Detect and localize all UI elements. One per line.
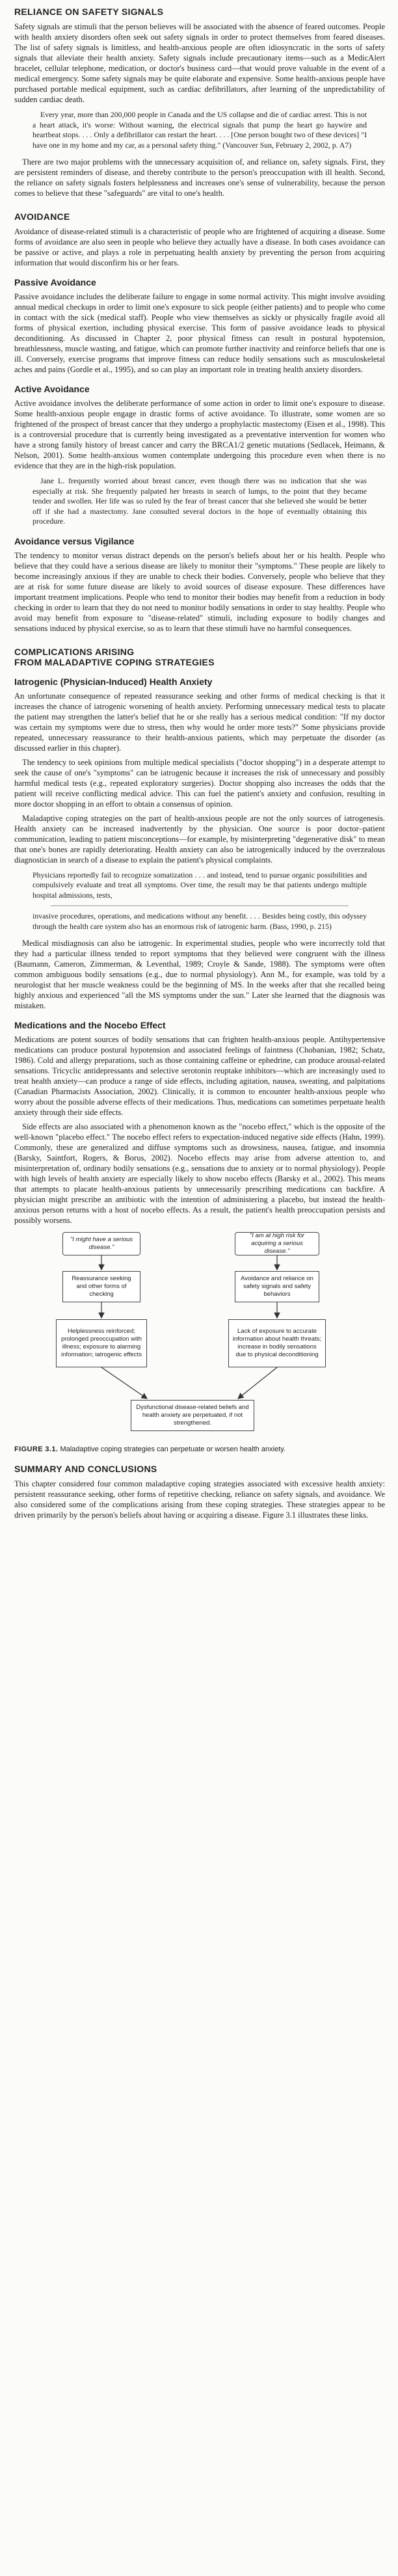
- paragraph: The tendency to monitor versus distract depends on the person's beliefs about her or his health. People who believe that they could have a serious disease are likely to monitor their "symptoms." These people are likely to become increasingly anxious if they are unable to check their bodies. Conversely, people who believe that they are at risk for some future disease are likely to avoid sources of disease exposure. These differences have important treatment implications. People who tend to monitor their bodies may benefit from a reduction in body checking in order to learn that they do not need to monitor bodily sensations in order to stay healthy. People who avoid may benefit from exposure to "disease-related" stimuli, including exposure to bodily changes and sensations induced by physical exercise, so as to learn that these stimuli have no harmful consequences.: [14, 550, 385, 633]
- figure-caption: [14, 1445, 385, 1453]
- subheading-iatrogenic: Iatrogenic (Physician-Induced) Health Anxiety: [14, 676, 213, 687]
- paragraph: Medications are potent sources of bodily sensations that can frighten health-anxious people. Antihypertensive medications can produce postural hypotension and associated feelings of faintness (Chobanian, 1982; Schatz, 1986). Cold and allergy preparations, such as those containing caffeine or ephedrine, can produce arousal-related sensations. Tricyclic antidepressants and selective serotonin reuptake inhibitors—which are increasingly used to treat health anxiety—can produce a range of side effects, including agitation, nausea, sweating, and palpitations (Canadian Pharmacists Association, 2002). Clinically, it is common to encounter health-anxious people who worry about the possible adverse effects of their medications. Thus, medications can sometimes perpetuate health anxiety through their side effects.: [14, 1035, 385, 1117]
- paragraph: Avoidance of disease-related stimuli is a characteristic of people who are frightened of acquiring a disease. Some forms of avoidance are also seen in people who believe they actually have a disease. In both cases avoidance can be passive or active, and plays a role in perpetuating health anxiety by preventing the person from acquiring information that would disconfirm his or her fears.: [14, 227, 385, 267]
- figure-box-helplessness: Helplessness reinforced; prolonged preoccupation with illness; exposure to alarming information; iatrogenic effects: [56, 1319, 147, 1367]
- quote-paragraph: Jane L. frequently worried about breast cancer, even though there was no indication that she was especially at risk. She frequently palpated her breasts in search of lumps, to the point that they became tender and swollen. Her life was so ruled by the fear of breast cancer that she believed she would be better off if she had a mastectomy. Jane consulted several doctors in the hope of eventually obtaining this procedure.: [33, 476, 367, 526]
- figure-box-quote-left: "I might have a serious disease.": [62, 1232, 140, 1255]
- section-heading-summary: SUMMARY AND CONCLUSIONS: [14, 1464, 157, 1474]
- subheading-passive-avoidance: Passive Avoidance: [14, 277, 96, 288]
- figure-caption-text: Maladaptive coping strategies can perpetuate or worsen health anxiety.: [60, 1445, 285, 1453]
- paragraph: Medical misdiagnosis can also be iatrogenic. In experimental studies, people who were incorrectly told that they had a particular illness tended to report symptoms that they believed were congruent with the illness (Baumann, Cameron, Zimmerman, & Leventhal, 1989; Croyle & Sande, 1988). The symptoms were often common ambiguous bodily sensations (e.g., due to normal physiology). Ann M., for example, was told by a neurologist that her muscle weakness could be the beginning of MS. In the weeks after that she recalled being highly anxious and experienced "all the MS symptoms under the sun." Later she learned that the diagnosis was mistaken.: [14, 939, 385, 1010]
- figure-box-quote-right: "I am at high risk for acquiring a serious disease.": [235, 1232, 319, 1255]
- paragraph: An unfortunate consequence of repeated reassurance seeking and other forms of medical checking is that it increases the chance of iatrogenic worsening of health anxiety. Performing unnecessary medical tests to placate the patient may strengthen the latter's belief that he or she really has a serious medical condition: "If my doctor was certain my symptoms were due to stress, then why would he order more tests?" Some physicians provide repeated, unnecessary reassurance to their health-anxious patients, which may perpetuate the disorder (as discussed earlier in this chapter).: [14, 691, 385, 753]
- paragraph: Side effects are also associated with a phenomenon known as the "nocebo effect," which is the opposite of the well-known "placebo effect." The nocebo effect refers to expectation-induced negative side effects (Hahn, 1999). Commonly, these are generalized and diffuse symptoms such as drowsiness, nausea, fatigue, and insomnia (Barsky, Saintfort, Rogers, & Borus, 2002). Nocebo effects may arise from adverse attention to, and misinterpretation of, ordinary bodily sensations (e.g., sensations due to anxiety or to normal physiology). People with high levels of health anxiety are especially likely to show nocebo effects (Barsky et al., 2002). This means that attempts to placate health-anxious patients by unnecessarily prescribing medications can backfire. A physician might prescribe an antibiotic with the intention of administering a placebo, but instead the health-anxious person returns with a host of nocebo effects. As a result, the patient's health preoccupation persists and possibly worsens.: [14, 1122, 385, 1225]
- paragraph: This chapter considered four common maladaptive coping strategies associated with excessive health anxiety: persistent reassurance seeking, other forms of repetitive checking, reliance on safety signals, and avoidance. We also considered some of the complications arising from these coping strategies. These strategies appear to be driven primarily by the person's beliefs about having or acquiring a disease. Figure 3.1 illustrates these links.: [14, 1479, 385, 1520]
- subheading-nocebo: Medications and the Nocebo Effect: [14, 1020, 166, 1030]
- block-quote: [33, 476, 367, 527]
- figure-box-lack-of-exposure: Lack of exposure to accurate information about health threats; increase in bodily sensations due to physical deconditioning: [228, 1319, 326, 1367]
- heading-line: COMPLICATIONS ARISING: [14, 646, 135, 657]
- section-heading-reliance: RELIANCE ON SAFETY SIGNALS: [14, 7, 164, 17]
- block-quote: [33, 870, 367, 932]
- figure-3-1: [23, 1232, 375, 1442]
- arrow: [101, 1367, 147, 1399]
- quote-paragraph: invasive procedures, operations, and medications without any benefit. . . . Besides being costly, this odyssey through the health care system also has an enormous risk of iatrogenic harm. (Bass, 1990, p. 215): [33, 911, 367, 931]
- section-heading-avoidance: AVOIDANCE: [14, 211, 70, 222]
- figure-box-reassurance: Reassurance seeking and other forms of checking: [62, 1271, 140, 1302]
- quote-paragraph: Every year, more than 200,000 people in Canada and the US collapse and die of cardiac arrest. This is not a heart attack, it's worse: Without warning, the electrical signals that pump the heart go haywire and heartbeat stops. . . . Only a defibrillator can restart the heart. . . . [One person bought two of these devices] "I have one in my home and my car, as a personal safety thing." (Vancouver Sun, February 2, 2002, p. A7): [33, 110, 367, 150]
- heading-line: FROM MALADAPTIVE COPING STRATEGIES: [14, 656, 215, 667]
- paragraph: Maladaptive coping strategies on the part of health-anxious people are not the only sources of iatrogenesis. Health anxiety can be increased inadvertently by the physician. One source is poor doctor–patient communication, leading to patient misconceptions—for example, by misinterpreting "degenerative disk" to mean that one's bones are rapidly deteriorating. Health anxiety can also be iatrogenically induced by the overzealous diagnostician in search of a disease to explain the patient's physical complaints.: [14, 813, 385, 865]
- paragraph: Active avoidance involves the deliberate performance of some action in order to limit one's exposure to disease. Some health-anxious people engage in drastic forms of active avoidance. To illustrate, some women are so frightened of the prospect of breast cancer that they undergo a prophylactic mastectomy (Eisen et al., 1998). This is a controversial procedure that is currently being investigated as a preventative intervention for women who have a strong family history of breast cancer and carry the BRCA1/2 genetic mutations (Sedlacek, Heimann, & Nelson, 2001). Some health-anxious women contemplate undergoing this procedure even when there is no evidence that they are in the high-risk population.: [14, 399, 385, 470]
- paragraph: The tendency to seek opinions from multiple medical specialists ("doctor shopping") in a desperate attempt to seek the cause of one's "symptoms" can be iatrogenic because it increases the risk of unnecessary and possibly harmful medical tests (e.g., repeated exploratory surgeries). Doctor shopping also increases the odds that the patient will receive conflicting medical advice. This can fuel the patient's anxiety and confusion, resulting in more doctor shopping in an effort to obtain a consensus of opinion.: [14, 757, 385, 809]
- figure-caption-label: FIGURE 3.1.: [14, 1445, 59, 1453]
- subheading-avoidance-vigilance: Avoidance versus Vigilance: [14, 535, 135, 546]
- paragraph: Passive avoidance includes the deliberate failure to engage in some normal activity. This might involve avoiding annual medical checkups in order to limit one's exposure to sick people (either patients) and to people who come in contact with the sick (medical staff). People who view themselves as sickly or physically fragile avoid all forms of physical exertion, including physical exercise. This form of passive avoidance leads to physical deconditioning. As discussed in Chapter 2, poor physical fitness can result in postural hypotension, breathlessness, muscle wasting, and fatigue, which can promote further inactivity and reinforce beliefs that one is ill. Conversely, exercise programs that improve fitness can reduce bodily sensations such as musculoskeletal aches and pains (Gordle et al., 1995), and so can play an important role in treating health anxiety disorders.: [14, 292, 385, 374]
- section-heading-complications: [14, 647, 385, 667]
- block-quote: [33, 110, 367, 150]
- figure-box-dysfunctional-beliefs: Dysfunctional disease-related beliefs and health anxiety are perpetuated, if not strengthened.: [131, 1400, 254, 1431]
- quote-paragraph: Physicians reportedly fail to recognize somatization . . . and instead, tend to pursue organic possibilities and compulsively evaluate and treat all symptoms. Over time, the result may be that patients undergo multiple hospital admissions, tests,: [33, 870, 367, 900]
- paragraph: Safety signals are stimuli that the person believes will be associated with the absence of feared outcomes. People with health anxiety disorders often seek out safety signals in order to protect themselves from feared diseases. The list of safety signals is limitless, and health-anxious people are often idiosyncratic in the sorts of safety signals that alleviate their health anxiety. Safety signals include precautionary items—such as a MedicAlert bracelet, cellular telephone, medication, or doctor's business card—that would prove valuable in the event of a medical emergency. Some safety signals may be quite elaborate and expensive. Some health-anxious people have purchased portable medical equipment, such as cardiac defibrillators, after learning of the unpredictability of sudden cardiac death.: [14, 22, 385, 104]
- paragraph: There are two major problems with the unnecessary acquisition of, and reliance on, safety signals. First, they are persistent reminders of disease, and thereby contribute to the person's preoccupation with ill health. Second, the reliance on safety signals fosters helplessness and increases one's sense of vulnerability, because the person comes to believe that these "safeguards" are vital to one's health.: [14, 157, 385, 198]
- subheading-active-avoidance: Active Avoidance: [14, 384, 90, 394]
- figure-box-avoidance: Avoidance and reliance on safety signals and safety behaviors: [235, 1271, 319, 1302]
- arrow: [238, 1367, 277, 1399]
